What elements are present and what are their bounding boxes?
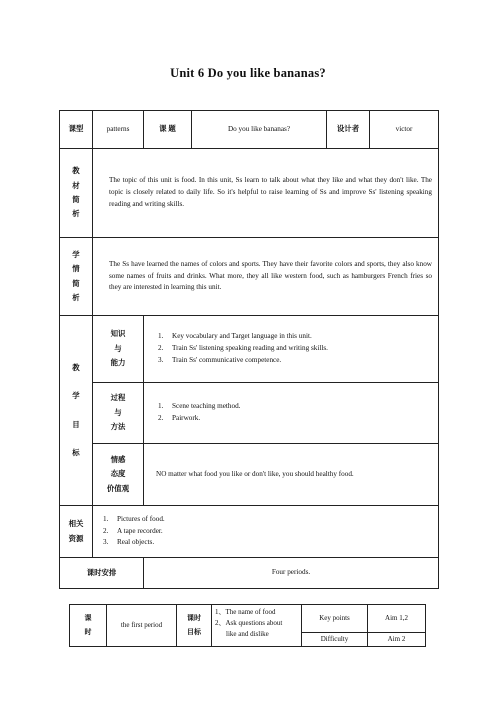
difficulty-value: Aim 2	[368, 633, 426, 647]
type-value: patterns	[93, 111, 144, 149]
emotion-row	[60, 444, 439, 506]
type-label: 课型	[60, 111, 93, 149]
objectives-label: 教 学 目 标	[60, 316, 93, 506]
student-analysis-row	[60, 238, 439, 316]
list-item: 1、The name of food	[215, 608, 276, 616]
resources-row	[60, 506, 439, 558]
knowledge-row	[60, 316, 439, 383]
schedule-value: Four periods.	[144, 558, 439, 589]
list-item: 1. Key vocabulary and Target language in this unit.	[158, 332, 312, 341]
period-label: 课 时	[70, 605, 107, 647]
lesson-plan-table	[59, 110, 439, 589]
difficulty-label: Difficulty	[302, 633, 368, 647]
knowledge-skills-list	[144, 316, 439, 383]
material-analysis-text: The topic of this unit is food. In this unit, Ss learn to talk about what they like and what they don't like. The topic is closely related to daily life. So it's helpful to raise learning of Ss and improve Ss' listening speaking reading and writing skills.	[93, 149, 439, 238]
list-item: 1. Pictures of food.	[103, 514, 165, 523]
student-analysis-text: The Ss have learned the names of colors and sports. They have their favorite colors and sports, they also know some names of fruits and drinks. What more, they all like western food, such as hamburgers French fries so they are interested in learning this unit.	[93, 238, 439, 316]
list-item: 2. Pairwork.	[158, 414, 201, 422]
schedule-label: 课时安排	[60, 558, 144, 589]
page-title: Unit 6 Do you like bananas?	[170, 66, 326, 80]
designer-label: 设计者	[327, 111, 370, 149]
period-table	[69, 604, 426, 647]
process-row	[60, 383, 439, 444]
period-value: the first period	[107, 605, 177, 647]
topic-value: Do you like bananas?	[192, 111, 327, 149]
list-item: 3. Train Ss' communicative competence.	[158, 355, 282, 364]
knowledge-skills-label: 知识 与 能力	[93, 316, 144, 383]
material-analysis-label: 教 材 简 析	[60, 149, 93, 238]
period-row-1	[70, 605, 426, 633]
process-methods-label: 过程 与 方法	[93, 383, 144, 444]
list-item: 2. Train Ss' listening speaking reading and writing skills.	[158, 344, 328, 353]
student-analysis-label: 学 情 简 析	[60, 238, 93, 316]
list-item: like and dislike	[226, 629, 269, 638]
list-item: 2、Ask questions about	[215, 618, 283, 627]
material-analysis-row	[60, 149, 439, 238]
emotion-values-label: 情感 态度 价值观	[93, 444, 144, 506]
period-goals	[212, 605, 302, 647]
period-goal-label: 课时 目标	[177, 605, 212, 647]
topic-label: 课 题	[144, 111, 192, 149]
resources-label: 相关 资源	[60, 506, 93, 558]
designer-value: victor	[370, 111, 439, 149]
list-item: 1. Scene teaching method.	[158, 402, 241, 411]
schedule-row	[60, 558, 439, 589]
resources-list	[93, 506, 439, 558]
process-methods-list	[144, 383, 439, 444]
emotion-values-text: NO matter what food you like or don't like, you should healthy food.	[144, 444, 439, 506]
key-points-value: Aim 1,2	[368, 605, 426, 633]
header-row	[60, 111, 439, 149]
list-item: 2. A tape recorder.	[103, 526, 163, 535]
key-points-label: Key points	[302, 605, 368, 633]
list-item: 3. Real objects.	[103, 538, 155, 547]
